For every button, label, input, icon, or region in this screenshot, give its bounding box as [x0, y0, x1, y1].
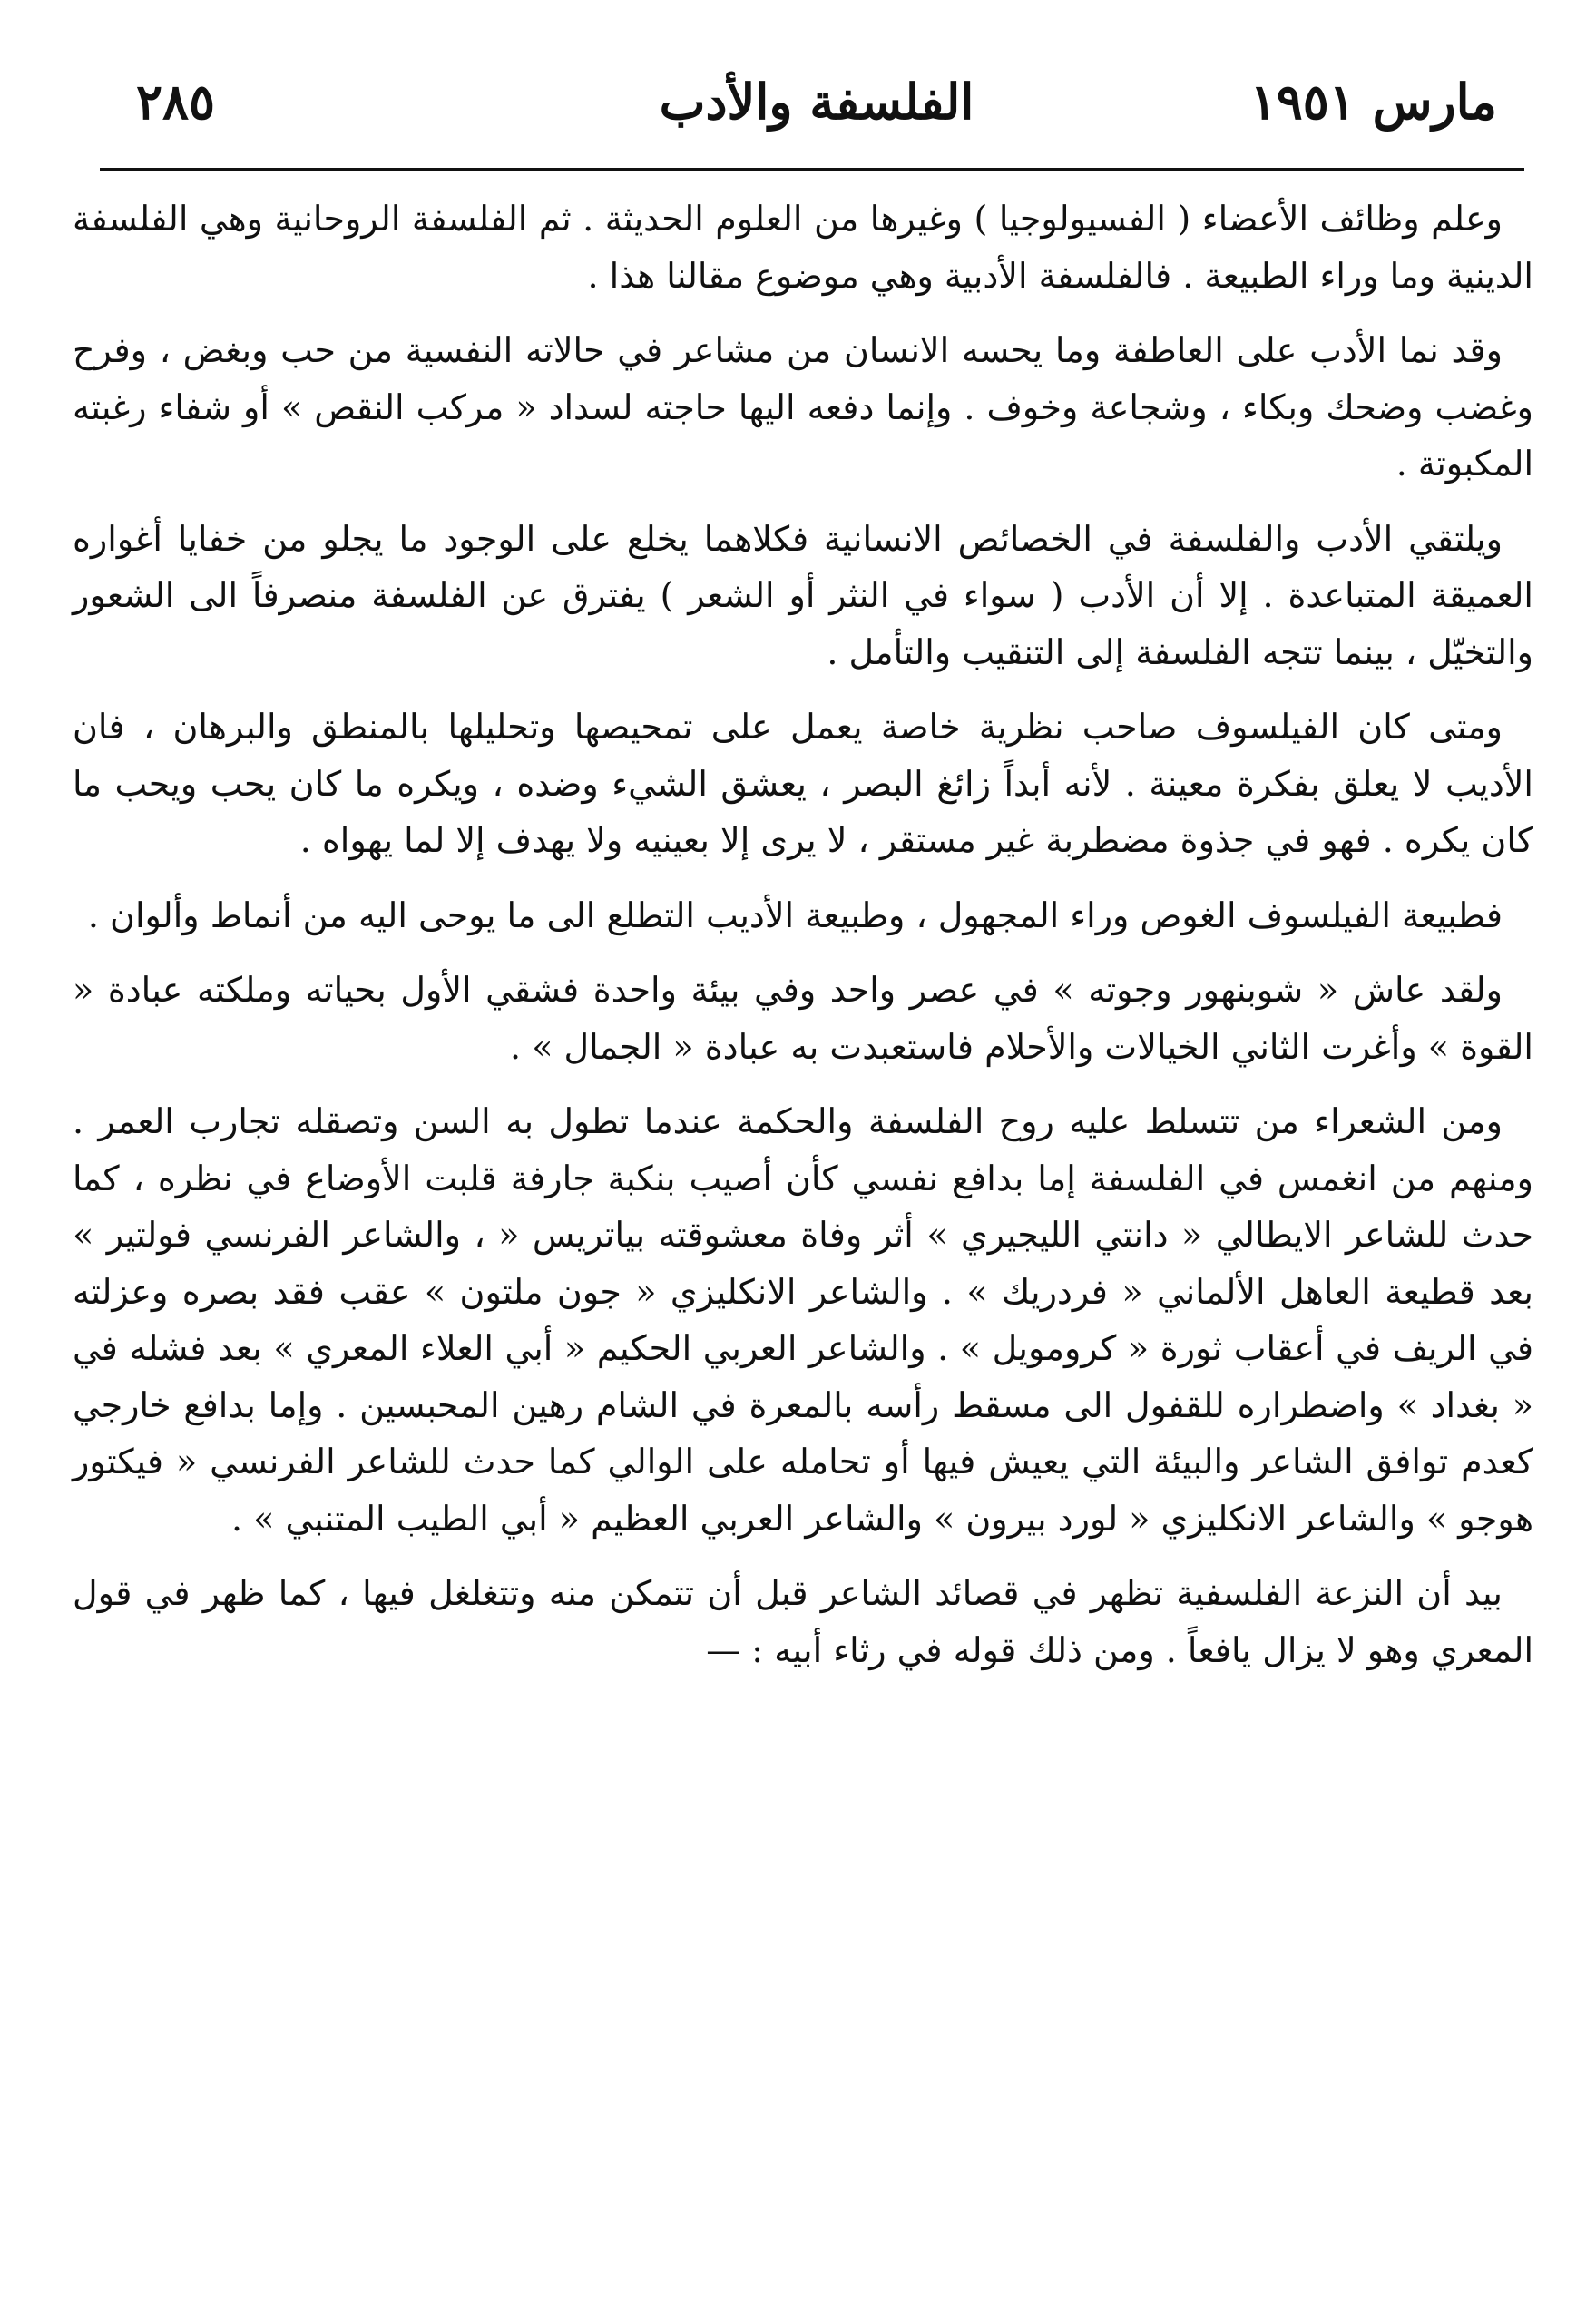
paragraph-6: ولقد عاش « شوبنهور وجوته » في عصر واحد وفي بيئة واحدة فشقي الأول بحياته وملكته عبادة « القوة » وأغرت الثاني الخيالات والأحلام فاستعبدت به عبادة « الجمال » . — [73, 970, 1533, 1067]
running-title: الفلسفة والأدب — [659, 73, 974, 131]
header-date: مارس ١٩٥١ — [1249, 73, 1497, 131]
paragraph-7: ومن الشعراء من تتسلط عليه روح الفلسفة والحكمة عندما تطول به السن وتصقله تجارب العمر . ومنهم من انغمس في الفلسفة إما بدافع نفسي كأن أصيب بنكبة جارفة قلبت الأوضاع في نظره ، كما حدث للشاعر الايطالي « دانتي الليجيري » أثر وفاة معشوقته بياتريس « ، والشاعر الفرنسي فولتير » بعد قطيعة العاهل الألماني « فردريك » . والشاعر الانكليزي « جون ملتون » عقب فقد بصره وعزلته في الريف في أعقاب ثورة « كرومويل » . والشاعر العربي الحكيم « أبي العلاء المعري » بعد فشله في « بغداد » واضطراره للقفول الى مسقط رأسه بالمعرة في الشام رهين المحبسين . وإما بدافع خارجي كعدم توافق الشاعر والبيئة التي يعيش فيها أو تحامله على الوالي كما حدث للشاعر الفرنسي « فيكتور هوجو » والشاعر الانكليزي « لورد بيرون » والشاعر العربي العظيم « أبي الطيب المتنبي » . — [73, 1101, 1533, 1539]
paragraph-5: فطبيعة الفيلسوف الغوص وراء المجهول ، وطبيعة الأديب التطلع الى ما يوحى اليه من أنماط وألوان . — [87, 895, 1503, 935]
paragraph-4: ومتى كان الفيلسوف صاحب نظرية خاصة يعمل على تمحيصها وتحليلها بالمنطق والبرهان ، فان الأديب لا يعلق بفكرة معينة . لأنه أبداً زائغ البصر ، يعشق الشيء وضده ، ويكره ما كان يحب ويحب ما كان يكره . فهو في جذوة مضطربة غير مستقر ، لا يرى إلا بعينيه ولا يهدف إلا لما يهواه . — [73, 707, 1533, 860]
paragraph-8: بيد أن النزعة الفلسفية تظهر في قصائد الشاعر قبل أن تتمكن منه وتتغلغل فيها ، كما ظهر في قول المعري وهو لا يزال يافعاً . ومن ذلك قوله في رثاء أبيه : — — [73, 1573, 1533, 1670]
article-body — [73, 191, 1533, 1697]
header-rule — [100, 168, 1524, 171]
page-number: ٢٨٥ — [136, 73, 216, 131]
paragraph-2: وقد نما الأدب على العاطفة وما يحسه الانسان من مشاعر في حالاته النفسية من حب وبغض ، وفرح وغضب وضحك وبكاء ، وشجاعة وخوف . وإنما دفعه اليها حاجته لسداد « مركب النقص » أو شفاء رغبته المكبوتة . — [73, 330, 1533, 484]
paragraph-3: ويلتقي الأدب والفلسفة في الخصائص الانسانية فكلاهما يخلع على الوجود ما يجلو من خفايا أغواره العميقة المتباعدة . إلا أن الأدب ( سواء في النثر أو الشعر ) يفترق عن الفلسفة منصرفاً الى الشعور والتخيّل ، بينما تتجه الفلسفة إلى التنقيب والتأمل . — [73, 518, 1533, 672]
page-header — [136, 64, 1497, 145]
paragraph-1: وعلم وظائف الأعضاء ( الفسيولوجيا ) وغيرها من العلوم الحديثة . ثم الفلسفة الروحانية وهي الفلسفة الدينية وما وراء الطبيعة . فالفلسفة الأدبية وهي موضوع مقالنا هذا . — [73, 199, 1533, 296]
